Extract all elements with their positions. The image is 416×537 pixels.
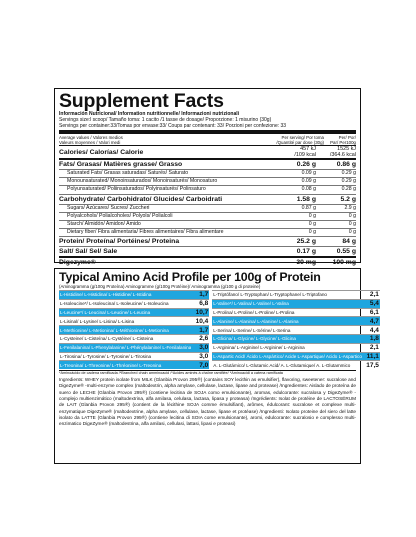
nutrient-per-serving: 0.08 g <box>301 186 316 193</box>
nutrient-per-100g: 0.55 g <box>336 248 356 256</box>
divider <box>59 130 356 134</box>
amino-value: 2,6 <box>199 335 209 343</box>
nutrient-row <box>59 194 356 204</box>
nutrient-label: Salt/ Sal/ Sel/ Sale <box>59 248 118 256</box>
amino-value: 17,5 <box>366 361 379 369</box>
amino-subtitle: (Aminogramma (g/100g Proteína) Aminogramme (g/100g Protéine)/ Aminogramma (g/100 g di proteine) <box>59 284 261 289</box>
amino-row <box>59 325 209 334</box>
nutrient-label: Fats/ Grasas/ Matières grasse/ Grasso <box>59 161 183 168</box>
amino-row <box>212 308 380 317</box>
amino-column-left <box>59 290 209 369</box>
amino-value: 3,0 <box>199 352 209 360</box>
amino-row <box>59 343 209 352</box>
amino-row <box>212 352 380 361</box>
header-per-100g-2: Par/ Per100g <box>330 140 356 145</box>
nutrient-per-100g: 0.29 g <box>341 170 356 176</box>
amino-name: L-Cysteine/ L-Cisteína/ L-Cystéine/ L-Cisteina <box>60 336 154 342</box>
nutrient-row <box>59 236 356 246</box>
amino-value: 1,7 <box>191 327 209 334</box>
amino-value: 7,0 <box>191 362 209 369</box>
nutrient-label: Sugars/ Azúcares/ Sucres/ Zuccheri <box>67 204 150 211</box>
nutrient-per-100g: 0 g <box>348 212 356 219</box>
nutrient-row <box>59 158 356 169</box>
amino-grid <box>59 290 379 369</box>
nutrient-per-serving: 0 g <box>308 221 316 228</box>
amino-row <box>212 334 380 343</box>
amino-row <box>212 325 380 334</box>
serving-size: Servings size:l scoop/ Tamaño toma: 1 cacito /1 tasse de dosage/ Proporzione: 1 misurino (30g) <box>59 117 272 123</box>
calories-100g-kcal: /364.6 kcal <box>329 152 356 158</box>
nutrient-per-100g: 0.28 g <box>341 186 356 193</box>
nutrient-per-serving: 0.87 g <box>301 204 316 211</box>
amino-name: L-Alanine/ L-Alanina/ L-Alanine/ L-Alanina <box>213 318 299 324</box>
amino-value: 3,0 <box>191 344 209 351</box>
amino-name: L-Triptófano/ L-Tryptophan/ L-Tryptophane/ L-Triptofano <box>213 292 327 298</box>
nutrient-row <box>59 256 356 267</box>
amino-name: A. L-Glutámico/ L-Glutamic Acid/ A. L-Glutamique/ A. L-Glutammico <box>213 362 351 368</box>
amino-row <box>59 316 209 325</box>
nutrient-per-serving: 0.26 g <box>296 161 316 168</box>
nutrient-label: Polyunsaturated/ Poliinsaturados/ Polyinsaturés/ Polinsaturo <box>67 186 206 193</box>
amino-name: L-Treonina/ L-Threonine/ L-Thréonine/ L-Treonina <box>60 362 162 368</box>
nutrient-per-100g: 84 g <box>342 238 356 246</box>
nutrient-per-serving: 0.09 g <box>301 170 316 176</box>
nutrient-per-serving: 0 g <box>308 212 316 219</box>
nutrient-rows <box>59 158 356 267</box>
amino-row <box>59 352 209 361</box>
amino-row <box>212 343 380 352</box>
nutrient-label: Polyalcohols/ Polialcoholes/ Polyols/ Polialcoli <box>67 212 173 219</box>
calories-serving-kcal: /109 kcal <box>294 152 316 158</box>
header-average-values: Average values / Valores medios <box>59 135 123 140</box>
amino-row <box>212 360 380 369</box>
calories-serving-kj: 457 kJ <box>300 146 316 152</box>
nutrient-label: Protein/ Proteína/ Portéines/ Proteina <box>59 238 180 246</box>
amino-name: L-Prolina/ L-Proline/ L-Proline/ L-Prolina <box>213 309 295 315</box>
header-per-serving-2: /Quantité par dose (30g) <box>276 140 324 145</box>
amino-name: L-Glicina/ L-Glycine/ L-Glycine/ L-Glicina <box>213 336 296 342</box>
nutrient-per-serving: 0.09 g <box>301 178 316 185</box>
nutrient-per-serving: 25.2 g <box>296 238 316 246</box>
amino-acid-panel <box>54 268 379 464</box>
amino-value: 6,8 <box>199 300 209 308</box>
nutrient-per-100g: 2.9 g <box>344 204 356 211</box>
amino-value: 1,8 <box>362 335 380 342</box>
nutrient-per-100g: 0.86 g <box>336 161 356 168</box>
nutrient-per-100g: 0.29 g <box>341 178 356 185</box>
product-label <box>54 88 379 464</box>
amino-title: Typical Amino Acid Profile per 100g of Protein <box>59 270 321 284</box>
amino-value: 11,1 <box>362 353 380 360</box>
amino-name: L-Tirosina/ L-Tyrosine/ L-Tyrosine/ L-Tirosina <box>60 353 152 359</box>
nutrient-per-100g: 100 mg <box>332 259 356 267</box>
header-per-serving: Per serving/ Por toma <box>281 135 324 140</box>
nutrient-label: Starch/ Almidón/ Amidon/ Amido <box>67 221 141 228</box>
nutrition-subtitle: Información Nutricional/ Information nutritionnelle/ Informazioni nutrizionali <box>59 111 239 117</box>
header-average-values-2: Valeurs moyennes / Valori medi <box>59 140 121 145</box>
calories-row <box>59 145 356 158</box>
amino-name: L-Histidine/ L-Histidina/ L-Histidine/ L-Istidina <box>60 292 152 298</box>
nutrient-row <box>59 185 356 193</box>
nutrient-per-serving: 1.58 g <box>296 195 316 203</box>
amino-name: L-Isoleucine*/ L-Isoleucina/ L-Isoleucine/ L-Isoleucina <box>60 301 169 307</box>
amino-value: 4,4 <box>369 326 379 334</box>
amino-row <box>212 299 380 308</box>
amino-value: 2,1 <box>369 344 379 352</box>
nutrient-per-serving: 0.17 g <box>296 248 316 256</box>
amino-value: 10,7 <box>191 309 209 316</box>
supplement-facts-title: Supplement Facts <box>59 90 224 112</box>
nutrient-row <box>59 220 356 228</box>
amino-row <box>59 290 209 299</box>
servings-per-container: Servings per container:33/Tomas por envase:33/ Coups par contenant: 33/ Porzioni per confezione: 33 <box>59 123 287 129</box>
nutrient-row <box>59 204 356 212</box>
amino-name: L-Aspartic Acid/ Ácido L-Aspártico/ Acide L-Aspartique/ Acido L-Aspartico <box>213 353 362 359</box>
nutrient-label: Digezyme® <box>59 259 96 267</box>
nutrient-row <box>59 246 356 256</box>
nutrient-per-serving: 30 mg <box>296 259 316 267</box>
amino-name: L-Arginina/ L-Arginine/ L-Arginine/ L-Arginina <box>213 345 305 351</box>
nutrient-row <box>59 212 356 220</box>
amino-row <box>59 299 209 308</box>
calories-label: Calories/ Calorías/ Calorie <box>59 148 144 156</box>
nutrient-label: Carbohydrate/ Carbohidrato/ Glucides/ Carboidrati <box>59 195 223 203</box>
amino-row <box>59 334 209 343</box>
nutrient-label: Dietary fiber/ Fibra alimentaria/ Fibres alimentaires/ Fibra alimentare <box>67 229 224 236</box>
amino-name: L-Leucine*/ L-Leucina/ L-Leucine/ L-Leucina <box>60 309 151 315</box>
branched-chain-note: *Aminoácido de cadena ramificada /*Branched chain amminoacid /*Acides aminés à chaîne ramifiée/ *Aminoacidi a catena ramificata <box>59 370 356 376</box>
nutrient-label: Monounsaturated/ Monoinsaturados/ Monoinsaturés/ Monosaturo <box>67 178 218 185</box>
nutrient-row <box>59 228 356 236</box>
nutrient-row <box>59 177 356 185</box>
amino-name: L-Valine*/ L-Valina/ L-Valine/ L-Valina <box>213 301 289 307</box>
nutrient-per-100g: 0 g <box>348 229 356 236</box>
nutrient-per-serving: 0 g <box>308 229 316 236</box>
amino-name: L-Serina/ L-Serine/ L-Sérine/ L-Serina <box>213 327 291 333</box>
supplement-facts-panel <box>54 88 361 267</box>
nutrient-label: Saturated Fats/ Grasas saturadas/ Saturés/ Saturato <box>67 170 189 176</box>
amino-value: 5,4 <box>362 300 380 307</box>
amino-value: 4,7 <box>362 318 380 325</box>
amino-row <box>212 316 380 325</box>
header-per-100g: Per/ Por/ <box>338 135 356 140</box>
amino-row <box>59 308 209 317</box>
nutrient-row <box>59 169 356 177</box>
table-header <box>59 135 356 145</box>
amino-name: L-Methionine/ L-Metionina/ L-Méthionine/ L-Metionina <box>60 327 169 333</box>
amino-value: 6,1 <box>369 308 379 316</box>
nutrient-per-100g: 0 g <box>348 221 356 228</box>
calories-100g-kj: 1525 kJ <box>337 146 356 152</box>
amino-name: L-Fenilalanina/ L-Phenylalanine/ L-Phénylalanine/ L-Fenilalanina <box>60 345 192 351</box>
amino-row <box>59 360 209 369</box>
amino-name: L-Lisinal/ L-Lysine/ L-Lisina/ L-Lisina <box>60 318 135 324</box>
amino-value: 2,1 <box>369 291 379 299</box>
amino-column-right <box>212 290 380 369</box>
amino-row <box>212 290 380 299</box>
amino-value: 10,4 <box>195 317 209 325</box>
amino-value: 1,7 <box>191 291 209 298</box>
ingredients-text: Ingredients: WHEY protein isolate from MILK (Glanbia Provon 295®) (contains SOY lecithin as emulsifier), flavoring, sweetener: sucralose and DigeZyme® -multi-enzyme complex (maltodextrin, alpha amylase, cellulase, lactase, lipase and protease) /Ingredientes: Aislado de proteína de suero de LECHE (Glanbia Provon 295®) (contiene lecitina de SOJA como emulsionante), aromas, edulcorante: sucralosa y DigeZyme® -complejo multienzimático (maltodextrina, alfa amilasa, celulasa, lactasa, lipasa y proteasa) /Ingrédients: Isolat de protéine de LACTOSÉRUM de LAIT (Glanbia Provon 295®) (contient de la lécithine SOJA comme émulsifiant), arômes, édulcorant: sucralose et complexe multi-enzymatique DigeZyme® (maltodextrine, alpha amylase, cellulase, lactase, lipase et protéase) /Ingredienti: Isolato proteine del siero del latte isolato da LATTE (Glanbia Provon 295®) (contiene lecitina di SOIA come emulsionante), aromi, edulcorante: sucralosio e complesso multi-enzimatico DigeZyme® (maltodestrina, alfa amilasi, cellulasi, lattasi, lipasi e proteasi) <box>59 377 356 427</box>
nutrient-per-100g: 5.2 g <box>340 195 356 203</box>
